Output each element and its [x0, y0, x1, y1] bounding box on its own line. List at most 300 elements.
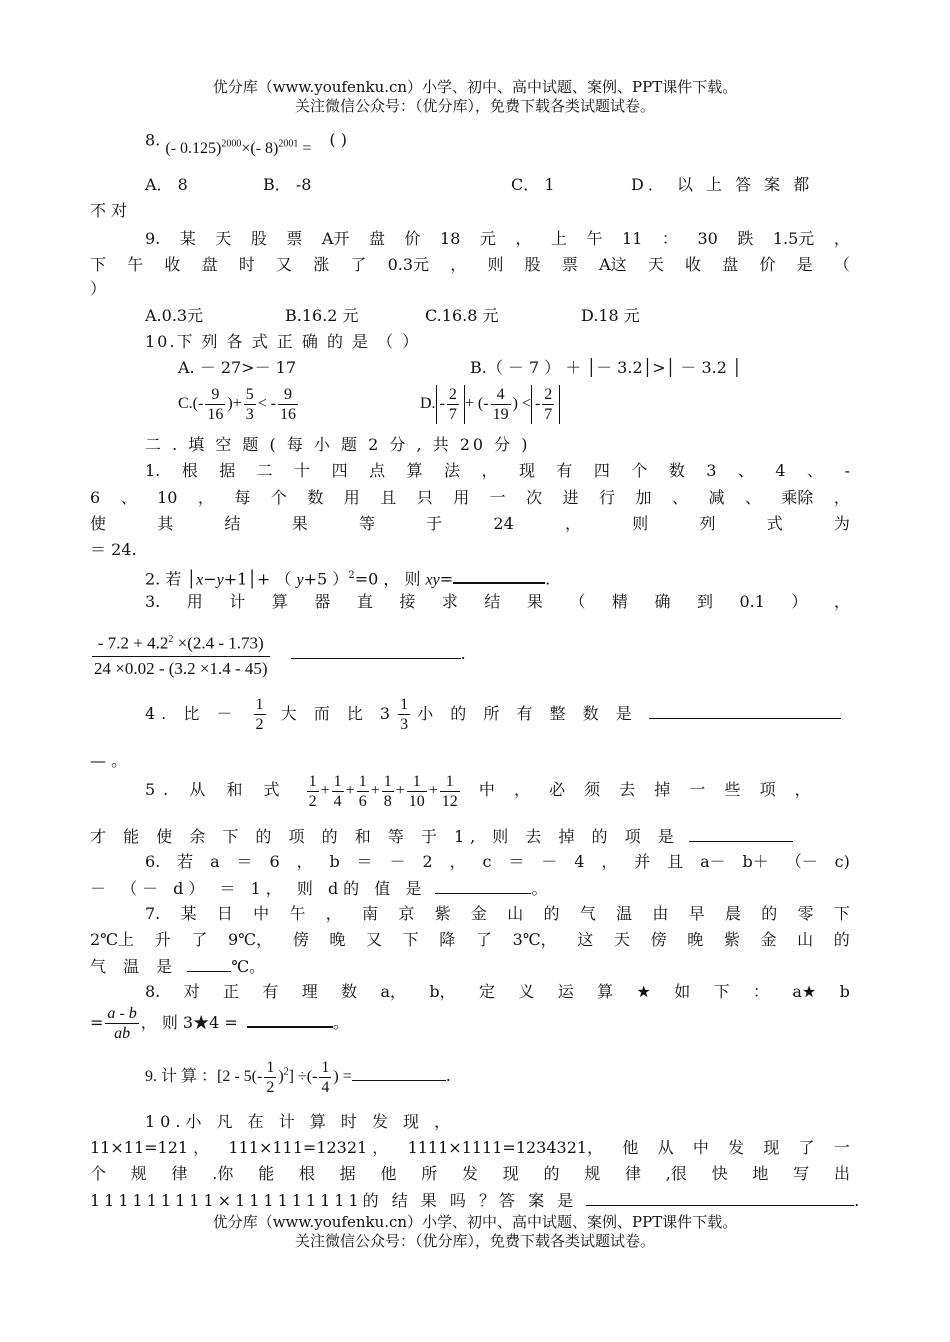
f8-line-1-token: 8.: [145, 982, 161, 1001]
f8-line-1-token: b，: [429, 982, 456, 1001]
f10-line-3-token: 规: [130, 1164, 147, 1183]
f10-line-3: [90, 1163, 850, 1185]
f9-f2-den: 4: [321, 1079, 330, 1096]
f7-line-2-token: 金: [760, 930, 777, 949]
f3-line-1-token: 计: [229, 592, 246, 611]
f1-line-2-token: 且: [380, 488, 397, 507]
f1-line-3-token: 于: [426, 514, 443, 533]
q8-stem: [145, 126, 850, 158]
f10-line-3-token: ,很: [665, 1164, 687, 1183]
f1-line-3-token: 式: [766, 514, 783, 533]
f1-line-2-token: 10: [157, 488, 178, 507]
f4-line: [145, 695, 850, 741]
f6-line-1-token: a: [210, 852, 220, 871]
f4-tail: — 。: [90, 751, 128, 770]
f6-line-1-token: ＝: [236, 852, 253, 871]
q8-base2: ×(- 8): [241, 140, 279, 158]
f9-end: .: [445, 1066, 451, 1086]
q9-line-1-token: 9.: [145, 229, 161, 248]
f10-line-2: [90, 1137, 850, 1159]
f2-end: .: [545, 569, 551, 589]
f1-line-1-token: 二: [256, 461, 273, 480]
f5-term: [307, 772, 319, 811]
f1-line-1-token: 点: [369, 461, 386, 480]
f4-answer-blank[interactable]: [649, 702, 841, 719]
f4-mid: 大 而 比 3: [280, 704, 397, 723]
f1-line-2-token: 减: [708, 488, 725, 507]
f5-term-num: 1: [333, 773, 342, 790]
f2-y2: y: [296, 571, 304, 589]
f2-eq: =: [439, 569, 454, 589]
f5-plus: +: [345, 782, 355, 800]
f7-line-1-token: 的: [761, 904, 778, 923]
f8-answer-blank[interactable]: [247, 1010, 333, 1028]
f10-line-3-token: 据: [339, 1164, 356, 1183]
q10-option-d-label: D.: [420, 395, 436, 413]
f3-line-1-token: 到: [696, 592, 713, 611]
f1-line-3-token: ，: [564, 514, 581, 533]
f6-line-1-token: ＝: [508, 852, 525, 871]
f1-line-2-token: 、: [120, 488, 137, 507]
f8-line-1-token: 有: [262, 982, 279, 1001]
q9-line-2-token: 又: [276, 255, 293, 274]
f7-line-2-token: 2℃上: [90, 930, 135, 949]
f1-line-1-token: 1.: [145, 461, 161, 480]
f8-den: ab: [114, 1025, 131, 1042]
f8-line-1-token: 义: [518, 982, 535, 1001]
f9-mid2: ] ÷(-: [288, 1068, 318, 1086]
q9-line-2-token: 时: [238, 255, 255, 274]
f1-line-1-token: 有: [556, 461, 573, 480]
f8-num: a - b: [107, 1005, 137, 1022]
q8-option-b: B． -8: [263, 175, 312, 194]
f6-line-2-text: － （－ d） ＝ 1， 则 d的 值 是: [90, 879, 427, 898]
q9-line-2-token: 了: [350, 255, 367, 274]
f10-answer-blank[interactable]: [586, 1189, 854, 1206]
f4-prefix: 4. 比 －: [145, 704, 239, 723]
f5-sum: [305, 773, 462, 810]
f7-line-2-token: 晚: [329, 930, 346, 949]
q9-line-2-token: （: [833, 255, 850, 274]
f10-line-3-token: 规: [584, 1164, 601, 1183]
q9-line-1-token: ：: [661, 229, 678, 248]
f1-line-1-token: 算: [406, 461, 423, 480]
f1-line-2-token: 、: [744, 488, 761, 507]
f2-square: 2: [348, 570, 355, 581]
f10-line-2-token: 了: [798, 1138, 815, 1157]
f5-term: [357, 772, 369, 811]
q8-equals: =: [298, 140, 312, 158]
f5-term-den: 6: [358, 793, 367, 810]
f4-frac-den: 2: [255, 716, 264, 733]
q10-c-f1-num: 9: [205, 385, 225, 405]
f3-line-1-token: 求: [441, 592, 458, 611]
f7-answer-blank[interactable]: [187, 955, 231, 972]
f4-mixed-frac: [398, 695, 410, 734]
f1-line-3-token: 其: [157, 514, 174, 533]
f7-line-1-token: 日: [216, 904, 233, 923]
f5-term-den: 2: [308, 793, 317, 810]
q9-line-2-token: 天: [647, 255, 664, 274]
q10-stem: 10.下 列 各 式 正 确 的 是 （ ）: [145, 332, 421, 351]
f1-line-1-token: 现: [518, 461, 535, 480]
q9-line-1-token: A开: [321, 229, 350, 248]
f3-expression: [90, 628, 850, 680]
f8-line-1-token: 数: [341, 982, 358, 1001]
f10-end: .: [854, 1191, 860, 1210]
f10-line-3-token: 所: [421, 1164, 438, 1183]
f7-line-2: [90, 929, 850, 951]
f1-line-2-token: 数: [307, 488, 324, 507]
f8-line-1-token: a★: [792, 982, 817, 1001]
f1-line-2-token: 用: [453, 488, 470, 507]
f2-text-b: =0 ， 则: [354, 569, 426, 589]
f10-line-3-token: 发: [461, 1164, 478, 1183]
f5-term-num: 1: [308, 773, 317, 790]
f3-fraction: [92, 628, 270, 681]
q8-option-a: A． 8: [145, 175, 188, 194]
f1-line-1-token: ，: [481, 461, 498, 480]
f9-f2-num: 1: [321, 1059, 330, 1076]
f10-line-2-token: 11×11=121 ，: [90, 1138, 210, 1157]
f1-line-1-token: 3: [706, 461, 717, 480]
f3-line-1-token: （: [569, 592, 586, 611]
f5-term: [332, 772, 344, 811]
f7-line-2-token: 傍: [292, 930, 309, 949]
q9-line-2-token: 则: [487, 255, 504, 274]
f6-line-1-token: ，: [601, 852, 618, 871]
f7-line-1-token: 中: [253, 904, 270, 923]
f7-line-2-token: 晚: [687, 930, 704, 949]
f10-line-3-token: 快: [711, 1164, 728, 1183]
f5-line-2-text: 才 能 使 余 下 的 项 的 和 等 于 1, 则 去 掉 的 项 是: [90, 827, 680, 846]
f1-line-3-token: 则: [632, 514, 649, 533]
f1-line-3-token: 结: [224, 514, 241, 533]
f1-line-2: [90, 487, 850, 509]
f7-line-3-text: 气 温 是: [90, 957, 179, 976]
f1-line-1-token: 四: [593, 461, 610, 480]
f7-line-1-token: 气: [579, 904, 596, 923]
f5-term-den: 10: [408, 793, 425, 810]
q10-d-f3-num: 2: [544, 386, 553, 403]
q10-d-neg2: -: [534, 395, 541, 413]
f9-frac2: [319, 1058, 331, 1097]
q9-line-1-token: 上: [550, 229, 567, 248]
q8-option-c: C． 1: [511, 175, 555, 194]
q10-d-frac3: [542, 385, 554, 424]
f1-line-2-token: 每: [234, 488, 251, 507]
f5-term: [407, 772, 427, 811]
f5-answer-blank[interactable]: [689, 825, 793, 842]
f1-line-1-token: 据: [219, 461, 236, 480]
f8-eq: =: [90, 1013, 104, 1032]
f1-line-2-token: 6: [90, 488, 101, 507]
f7-line-1-token: 7.: [145, 904, 161, 923]
q10-c-f3-num: 9: [278, 385, 298, 405]
q9-line-2-token: ，: [450, 255, 467, 274]
f8-line-1-token: 定: [479, 982, 496, 1001]
f10-line-2-token: 一: [833, 1138, 850, 1157]
q10-d-f1-num: 2: [448, 386, 457, 403]
f1-line-2-token: 进: [562, 488, 579, 507]
f1-line-1-token: 、: [807, 461, 824, 480]
f3-denominator: 24 ×0.02 - (3.2 ×1.4 - 45): [94, 658, 268, 678]
f2-plus5: +5 ）: [303, 569, 349, 589]
q9-line-2: [90, 254, 850, 276]
f9-mid3: ) =: [333, 1068, 352, 1086]
f7-line-2-token: 又: [366, 930, 383, 949]
header-line-1: 优分库（www.youfenku.cn）小学、初中、高中试题、案例、PPT课件下载。: [212, 78, 738, 96]
f10-line-3-token: 能: [258, 1164, 275, 1183]
f5-term: [440, 772, 460, 811]
f1-line-1-token: 法: [444, 461, 461, 480]
q10-d-mid1: + (-: [464, 395, 489, 413]
f7-line-2-token: 3℃，: [512, 930, 557, 949]
f6-line-1-token: b: [329, 852, 340, 871]
f9-f1-den: 2: [266, 1079, 275, 1096]
f6-line-1-token: （－: [785, 852, 818, 871]
f6-line-1-token: ，: [296, 852, 313, 871]
f10-line-3-token: 出: [833, 1164, 850, 1183]
f10-line-3-token: 写: [793, 1164, 810, 1183]
f7-line-1-token: 山: [507, 904, 524, 923]
q10-d-abs2: [531, 385, 560, 424]
f2-xy: xy: [425, 571, 440, 589]
f5-plus: +: [370, 782, 380, 800]
f6-line-1-token: ＝: [356, 852, 373, 871]
f8-end: 。: [332, 1013, 349, 1032]
f3-line-1-token: 器: [314, 592, 331, 611]
q9-line-2-token: 0.3元: [387, 255, 430, 274]
q10-d-f2-num: 4: [491, 385, 511, 405]
f6-line-1-token: ，: [449, 852, 466, 871]
q9-line-3: ）: [90, 279, 107, 298]
f5-term-den: 8: [383, 793, 392, 810]
f2-line: [145, 565, 850, 591]
f1-line-2-token: 行: [599, 488, 616, 507]
f8-line-1-token: 算: [597, 982, 614, 1001]
q9-line-2-token: 盘: [201, 255, 218, 274]
section2-title: 二 . 填 空 题 ( 每 小 题 2 分 , 共 20 分 ): [145, 435, 531, 454]
header-line-2: 关注微信公众号：（优分库），免费下载各类试题试卷。: [294, 97, 655, 115]
f6-line-1-token: 2: [422, 852, 433, 871]
f6-line-1-token: c): [834, 852, 850, 871]
f8-line-1: [145, 981, 850, 1003]
f7-line-2-token: 了: [191, 930, 208, 949]
f6-line-1-token: 6.: [145, 852, 161, 871]
f8-line-1-token: 运: [557, 982, 574, 1001]
q9-option-c: C.16.8 元: [425, 306, 499, 325]
q10-c-f2-den: 3: [245, 406, 254, 423]
q10-c-f2-num: 5: [245, 386, 254, 403]
q10-d-f1-den: 7: [448, 406, 457, 423]
f1-line-1-token: 十: [294, 461, 311, 480]
f9-sup: 2: [283, 1066, 289, 1078]
f5-term-num: 1: [358, 773, 367, 790]
f3-numerator: [92, 628, 270, 657]
f1-line-3-token: 24: [493, 514, 514, 533]
f1-line-2-token: 次: [526, 488, 543, 507]
f1-line-3-token: 果: [291, 514, 308, 533]
f8-line-1-token: ★: [636, 982, 651, 1001]
f3-line-1-token: 算: [271, 592, 288, 611]
f6-line-1-token: 若: [177, 852, 194, 871]
f10-line-4: [90, 1189, 860, 1212]
f7-line-1-token: ，: [325, 904, 342, 923]
f8-frac: [105, 1004, 138, 1043]
q10-c-frac3: [278, 385, 298, 424]
f5-term-num: 1: [407, 772, 427, 792]
f2-y: y: [216, 571, 224, 589]
f7-line-2-token: 天: [613, 930, 630, 949]
f5-term-den: 12: [441, 793, 458, 810]
q10-d-f2-den: 19: [492, 406, 509, 423]
f10-line-3-token: 地: [752, 1164, 769, 1183]
f8-line-1-token: 下: [713, 982, 730, 1001]
q10-d-abs1: [436, 385, 465, 424]
f8-line-1-token: 理: [301, 982, 318, 1001]
f1-line-1-token: -: [844, 461, 850, 480]
q10-c-f1-den: 16: [207, 406, 224, 423]
q9-line-2-token: 盘: [722, 255, 739, 274]
f2-plus1: +1│+ （: [223, 569, 297, 589]
f1-line-3-token: 列: [699, 514, 716, 533]
f3-line-1-token: 用: [186, 592, 203, 611]
f6-line-1-token: b＋: [742, 852, 769, 871]
f9-expression: [145, 1059, 352, 1096]
q8-exp2: 2001: [278, 139, 299, 150]
footer-line-2: 关注微信公众号：（优分库），免费下载各类试题试卷。: [294, 1232, 655, 1250]
page-footer: [0, 1213, 950, 1251]
q8-answer-paren: ( ): [329, 130, 347, 150]
f7-line-1-token: 午: [289, 904, 306, 923]
f10-line-2-token: 中: [692, 1138, 709, 1157]
f10-line-1: 10.小 凡 在 计 算 时 发 现 ，: [145, 1112, 456, 1131]
f7-line-1-token: 由: [652, 904, 669, 923]
q8-continued: 不 对: [90, 201, 128, 220]
f7-line-1-token: 京: [398, 904, 415, 923]
f1-line-1-token: 、: [737, 461, 754, 480]
f7-line-2-token: 了: [475, 930, 492, 949]
f7-line-1-token: 紫: [434, 904, 451, 923]
f9-f1-num: 1: [266, 1059, 275, 1076]
f10-line-3-token: 个: [90, 1164, 107, 1183]
q10-option-a: A. － 27>－ 17: [178, 358, 297, 377]
f3-line-1: [145, 591, 850, 613]
f6-answer-blank[interactable]: [435, 877, 531, 894]
f7-line-2-token: 降: [439, 930, 456, 949]
f2-answer-blank[interactable]: [453, 566, 545, 584]
f1-line-3-token: 为: [833, 514, 850, 533]
q9-line-2-token: 票: [561, 255, 578, 274]
f10-line-2-token: 从: [657, 1138, 674, 1157]
f7-line-1-token: 南: [362, 904, 379, 923]
f8-line-1-token: b: [839, 982, 850, 1001]
q10-c-mid2: < -: [257, 395, 277, 413]
f7-unit: ℃。: [231, 957, 266, 976]
f7-line-2-token: 升: [154, 930, 171, 949]
f5-plus: +: [428, 782, 438, 800]
q9-line-1-token: 股: [250, 229, 267, 248]
q10-c-f3-den: 16: [280, 406, 297, 423]
f5-line-1: [145, 772, 850, 820]
q9-line-2-token: 收: [164, 255, 181, 274]
f3-num-b: ×(2.4 - 1.73): [173, 633, 264, 653]
f10-line-2-token: 现: [763, 1138, 780, 1157]
q9-line-1-token: 盘: [368, 229, 385, 248]
f3-line-1-token: 结: [484, 592, 501, 611]
f6-line-2: [90, 877, 850, 900]
f1-line-2-token: 一: [489, 488, 506, 507]
f1-line-1-token: 根: [181, 461, 198, 480]
f5-term-den: 4: [333, 793, 342, 810]
f6-line-1-token: 并: [634, 852, 651, 871]
f4-frac-num: 1: [255, 696, 264, 713]
f8-line-1-token: 正: [223, 982, 240, 1001]
f5-prefix: 5. 从 和 式: [145, 780, 288, 800]
f1-line-3: [90, 513, 850, 535]
q9-line-1: [145, 228, 850, 250]
f8-mid: ， 则 3★4 =: [140, 1013, 238, 1032]
f3-line-1-token: 0.1: [739, 592, 765, 611]
q10-c-frac2: [244, 385, 256, 424]
f9-answer-blank[interactable]: [352, 1064, 446, 1081]
f6-line-1-token: c: [482, 852, 492, 871]
f3-line-1-token: 果: [526, 592, 543, 611]
q9-option-a: A.0.3元: [145, 306, 204, 325]
f6-line-1-token: －: [389, 852, 406, 871]
f7-line-2-token: 这: [577, 930, 594, 949]
q9-line-2-token: 股: [524, 255, 541, 274]
q9-line-1-token: 跌: [737, 229, 754, 248]
f5-term-num: 1: [383, 773, 392, 790]
f6-line-1-token: a－: [700, 852, 726, 871]
q9-line-1-token: ，: [515, 229, 532, 248]
f7-line-2-token: 紫: [723, 930, 740, 949]
q9-line-1-token: 价: [404, 229, 421, 248]
q10-option-c: [178, 385, 300, 424]
f1-line-1: [145, 460, 850, 482]
q8-exp1: 2000: [221, 139, 242, 150]
f10-line-3-token: 律: [171, 1164, 188, 1183]
f7-line-2-token: 傍: [650, 930, 667, 949]
f3-answer-blank[interactable]: [291, 642, 461, 659]
q9-line-2-token: 是: [796, 255, 813, 274]
q10-d-frac2: [491, 385, 511, 424]
f10-line-2-token: 111×111=12321 ，: [228, 1138, 389, 1157]
f2-x: x: [196, 571, 204, 589]
f6-line-1-token: 4: [574, 852, 585, 871]
f9-prefix: 9. 计 算 ：[2 - 5(-: [145, 1068, 263, 1086]
f8-line-1-token: a，: [380, 982, 407, 1001]
f7-line-2-token: 的: [833, 930, 850, 949]
q8-expression: [165, 140, 315, 157]
q9-line-1-token: 票: [286, 229, 303, 248]
f5-line-2: [90, 825, 850, 848]
f1-line-3-token: 使: [90, 514, 107, 533]
f1-line-2-token: 个: [270, 488, 287, 507]
f1-line-1-token: 4: [775, 461, 786, 480]
f1-line-2-token: 用: [343, 488, 360, 507]
q9-line-1-token: 1.5元: [772, 229, 815, 248]
f6-line-1-token: －: [541, 852, 558, 871]
q9-line-1-token: 元: [479, 229, 496, 248]
f5-term: [382, 772, 394, 811]
q10-options-cd: [178, 383, 858, 431]
q9-line-1-token: 天: [215, 229, 232, 248]
f7-line-1-token: 早: [688, 904, 705, 923]
f3-line-1-token: ，: [833, 592, 850, 611]
